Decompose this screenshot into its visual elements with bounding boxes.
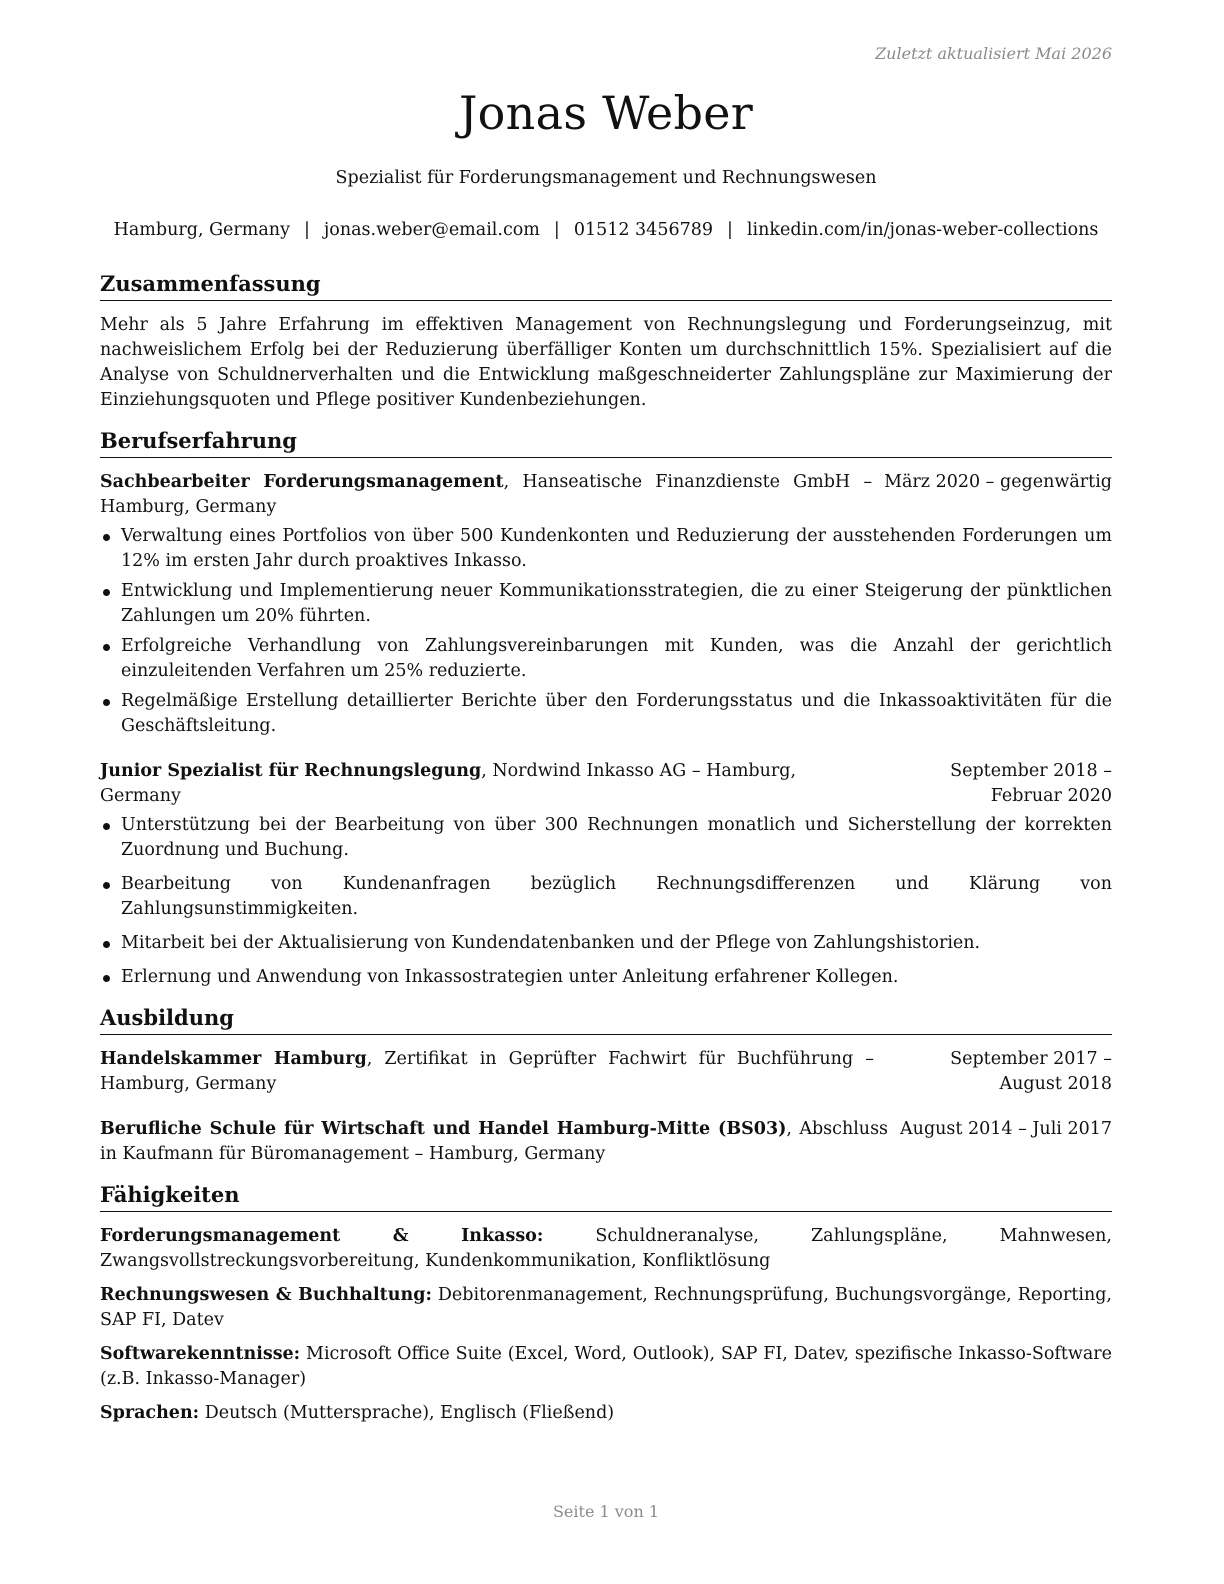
education-header: [100, 1047, 1112, 1097]
bullet-icon: [103, 589, 110, 596]
education-line: [100, 1047, 886, 1097]
job-header: [100, 759, 1112, 809]
skill-label: Forderungsmanagement & Inkasso:: [100, 1226, 544, 1246]
job-dates: März 2020 – gegenwärtig: [884, 472, 1112, 492]
bullet-icon: [103, 941, 110, 948]
bullet-text: Entwicklung und Implementierung neuer Kommunikationsstrategien, die zu einer Steigerung der pünktlichen Zahlungen um 20% führten.: [121, 581, 1112, 626]
education-school: Berufliche Schule für Wirtschaft und Handel Hamburg-Mitte (BS03): [100, 1119, 787, 1139]
job-title-line: [100, 759, 876, 809]
bullet-icon: [103, 644, 110, 651]
resume-page: [100, 0, 1112, 1584]
skill-label: Sprachen:: [100, 1403, 200, 1423]
skill-label: Rechnungswesen & Buchhaltung:: [100, 1285, 432, 1305]
education-detail: , Abschluss in Kaufmann für Büromanagement – Hamburg, Germany: [100, 1119, 889, 1164]
skill-label: Softwarekenntnisse:: [100, 1344, 301, 1364]
bullet-text: Regelmäßige Erstellung detaillierter Berichte über den Forderungsstatus und die Inkassoaktivitäten für die Geschäftsleitung.: [121, 691, 1112, 736]
section-title: Zusammenfassung: [100, 270, 1112, 301]
bullet-icon: [103, 823, 110, 830]
job-org: , Hanseatische Finanzdienste GmbH – Hamburg, Germany: [100, 472, 873, 517]
contact-separator: |: [553, 220, 560, 240]
list-item: [100, 931, 1112, 956]
job-dates: September 2018 – Februar 2020: [950, 761, 1112, 806]
section-title: Fähigkeiten: [100, 1181, 1112, 1212]
bullet-text: Erlernung und Anwendung von Inkassostrategien unter Anleitung erfahrener Kollegen.: [121, 967, 899, 987]
education-detail: , Zertifikat in Geprüfter Fachwirt für Buchführung – Hamburg, Germany: [100, 1049, 874, 1094]
contact-linkedin[interactable]: linkedin.com/in/jonas-weber-collections: [746, 220, 1099, 240]
candidate-headline: Spezialist für Forderungsmanagement und Rechnungswesen: [335, 168, 877, 188]
skill-value: Debitorenmanagement, Rechnungsprüfung, Buchungsvorgänge, Reporting, SAP FI, Datev: [100, 1285, 1112, 1330]
list-item: [100, 634, 1112, 684]
section-skills: [100, 1181, 1112, 1426]
bullet-text: Verwaltung eines Portfolios von über 500 Kundenkonten und Reduzierung der ausstehenden Forderungen um 12% im ersten Jahr durch proaktives Inkasso.: [121, 526, 1112, 571]
list-item: [100, 579, 1112, 629]
education-dates: August 2014 – Juli 2017: [900, 1119, 1112, 1139]
contact-separator: |: [726, 220, 733, 240]
contact-location: Hamburg, Germany: [113, 220, 290, 240]
contact-email[interactable]: jonas.weber@email.com: [323, 220, 540, 240]
summary-text: Mehr als 5 Jahre Erfahrung im effektiven Management von Rechnungslegung und Forderungseinzug, mit nachweislichem Erfolg bei der Reduzierung überfälliger Konten um durchschnittlich 15%. Spezialisiert auf die Analyse von Schuldnerverhalten und die Entwicklung maßgeschneiderter Zahlungspläne zur Maximierung der Einziehungsquoten und Pflege positiver Kundenbeziehungen.: [100, 315, 1112, 410]
bullet-icon: [103, 975, 110, 982]
skill-line: [100, 1283, 1112, 1333]
last-updated: Zuletzt aktualisiert Mai 2026: [875, 44, 1112, 63]
bullet-icon: [103, 699, 110, 706]
education-line: [100, 1117, 900, 1167]
job-entry: [100, 759, 1112, 990]
education-entry: [100, 1047, 1112, 1097]
list-item: [100, 813, 1112, 863]
skill-line: [100, 1342, 1112, 1392]
bullet-text: Unterstützung bei der Bearbeitung von über 300 Rechnungen monatlich und Sicherstellung der korrekten Zuordnung und Buchung.: [121, 815, 1112, 860]
list-item: [100, 524, 1112, 574]
job-header: [100, 470, 1112, 520]
skill-line: [100, 1224, 1112, 1274]
job-role: Junior Spezialist für Rechnungslegung: [100, 761, 482, 781]
section-title: Berufserfahrung: [100, 427, 1112, 458]
bullet-text: Mitarbeit bei der Aktualisierung von Kundendatenbanken und der Pflege von Zahlungshistorien.: [121, 933, 981, 953]
section-summary: [100, 270, 1112, 413]
job-bullets: [100, 813, 1112, 990]
resume-content: [100, 270, 1112, 1440]
education-entry: [100, 1117, 1112, 1167]
list-item: [100, 965, 1112, 990]
page-number: Seite 1 von 1: [552, 1502, 660, 1521]
education-school: Handelskammer Hamburg: [100, 1049, 367, 1069]
candidate-name: Jonas Weber: [458, 86, 754, 140]
list-item: [100, 689, 1112, 739]
education-header: [100, 1117, 1112, 1167]
job-org: , Nordwind Inkasso AG – Hamburg, Germany: [100, 761, 797, 806]
job-title-line: [100, 470, 884, 520]
skill-value: Microsoft Office Suite (Excel, Word, Outlook), SAP FI, Datev, spezifische Inkasso-Software (z.B. Inkasso-Manager): [100, 1344, 1112, 1389]
job-entry: [100, 470, 1112, 739]
skill-line: [100, 1401, 1112, 1426]
contact-line: [100, 220, 1112, 240]
section-experience: [100, 427, 1112, 990]
job-role: Sachbearbeiter Forderungsmanagement: [100, 472, 504, 492]
section-education: [100, 1004, 1112, 1167]
bullet-text: Bearbeitung von Kundenanfragen bezüglich Rechnungsdifferenzen und Klärung von Zahlungsunstimmigkeiten.: [121, 874, 1112, 919]
bullet-icon: [103, 882, 110, 889]
skill-value: Schuldneranalyse, Zahlungspläne, Mahnwesen, Zwangsvollstreckungsvorbereitung, Kundenkommunikation, Konfliktlösung: [100, 1226, 1112, 1271]
job-bullets: [100, 524, 1112, 739]
bullet-text: Erfolgreiche Verhandlung von Zahlungsvereinbarungen mit Kunden, was die Anzahl der gerichtlich einzuleitenden Verfahren um 25% reduzierte.: [121, 636, 1112, 681]
list-item: [100, 872, 1112, 922]
contact-phone[interactable]: 01512 3456789: [573, 220, 713, 240]
contact-separator: |: [303, 220, 310, 240]
skill-value: Deutsch (Muttersprache), Englisch (Fließend): [199, 1403, 615, 1423]
section-title: Ausbildung: [100, 1004, 1112, 1035]
bullet-icon: [103, 534, 110, 541]
education-dates: September 2017 – August 2018: [950, 1049, 1112, 1094]
